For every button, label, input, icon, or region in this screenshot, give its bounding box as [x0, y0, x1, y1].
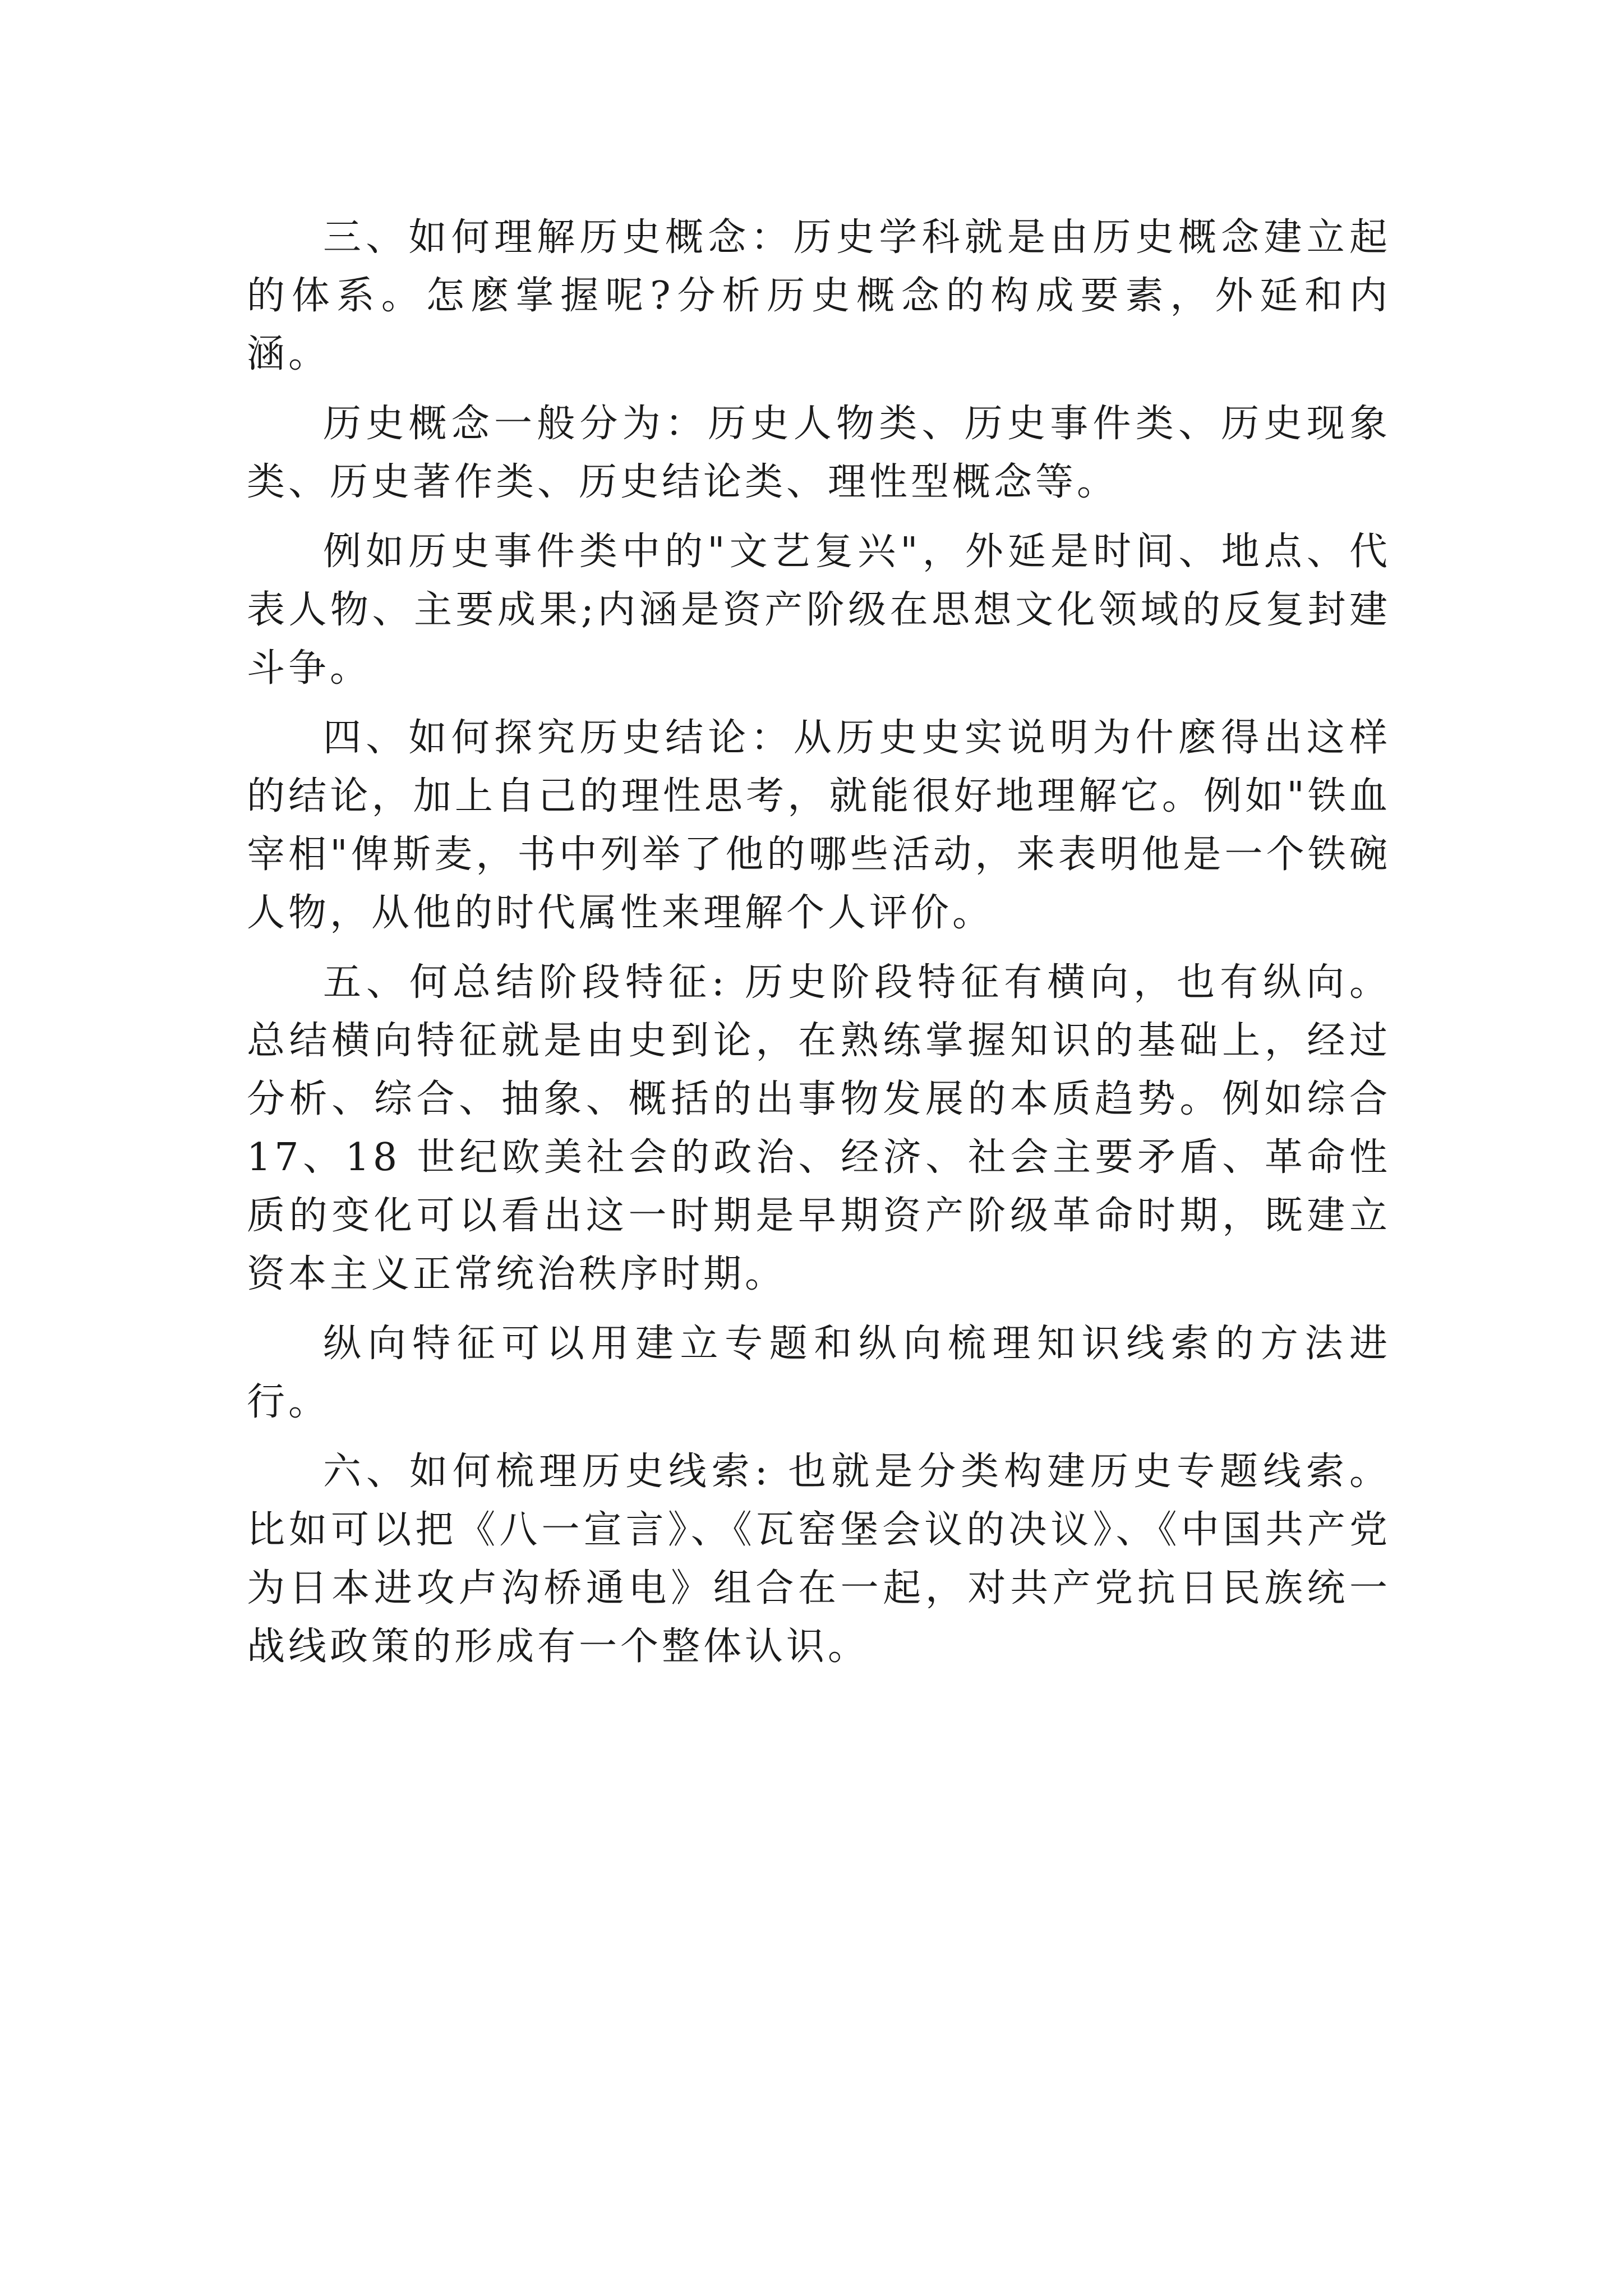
paragraph-history-conclusions: 四、如何探究历史结论：从历史史实说明为什麽得出这样的结论，加上自己的理性思考，就能很好地理解它。例如"铁血宰相"俾斯麦，书中列举了他的哪些活动，来表明他是一个铁碗人物，从他的时代属性来理解个人评价。	[247, 716, 1391, 935]
paragraph-concept-categories: 历史概念一般分为：历史人物类、历史事件类、历史现象类、历史著作类、历史结论类、理性型概念等。	[247, 402, 1391, 504]
paragraph-vertical-features: 纵向特征可以用建立专题和纵向梳理知识线索的方法进行。	[247, 1322, 1391, 1424]
paragraph-history-threads: 六、如何梳理历史线索: 也就是分类构建历史专题线索。比如可以把《八一宣言》、《瓦窑堡会议的决议》、《中国共产党为日本进攻卢沟桥通电》组合在一起，对共产党抗日民族统一战线政策的形成有一个整体认识。	[247, 1450, 1391, 1669]
document-body	[247, 209, 1391, 1687]
paragraph-stage-features: 五、何总结阶段特征: 历史阶段特征有横向，也有纵向。总结横向特征就是由史到论，在熟练掌握知识的基础上，经过分析、综合、抽象、概括的出事物发展的本质趋势。例如综合 17、18 世纪欧美社会的政治、经济、社会主要矛盾、革命性质的变化可以看出这一时期是早期资产阶级革命时期，既建立资本主义正常统治秩序时期。	[247, 960, 1391, 1296]
paragraph-renaissance-example: 例如历史事件类中的"文艺复兴"，外延是时间、地点、代表人物、主要成果;内涵是资产阶级在思想文化领域的反复封建斗争。	[247, 530, 1391, 691]
paragraph-history-concepts: 三、如何理解历史概念：历史学科就是由历史概念建立起的体系。怎麽掌握呢?分析历史概念的构成要素，外延和内涵。	[247, 215, 1391, 376]
